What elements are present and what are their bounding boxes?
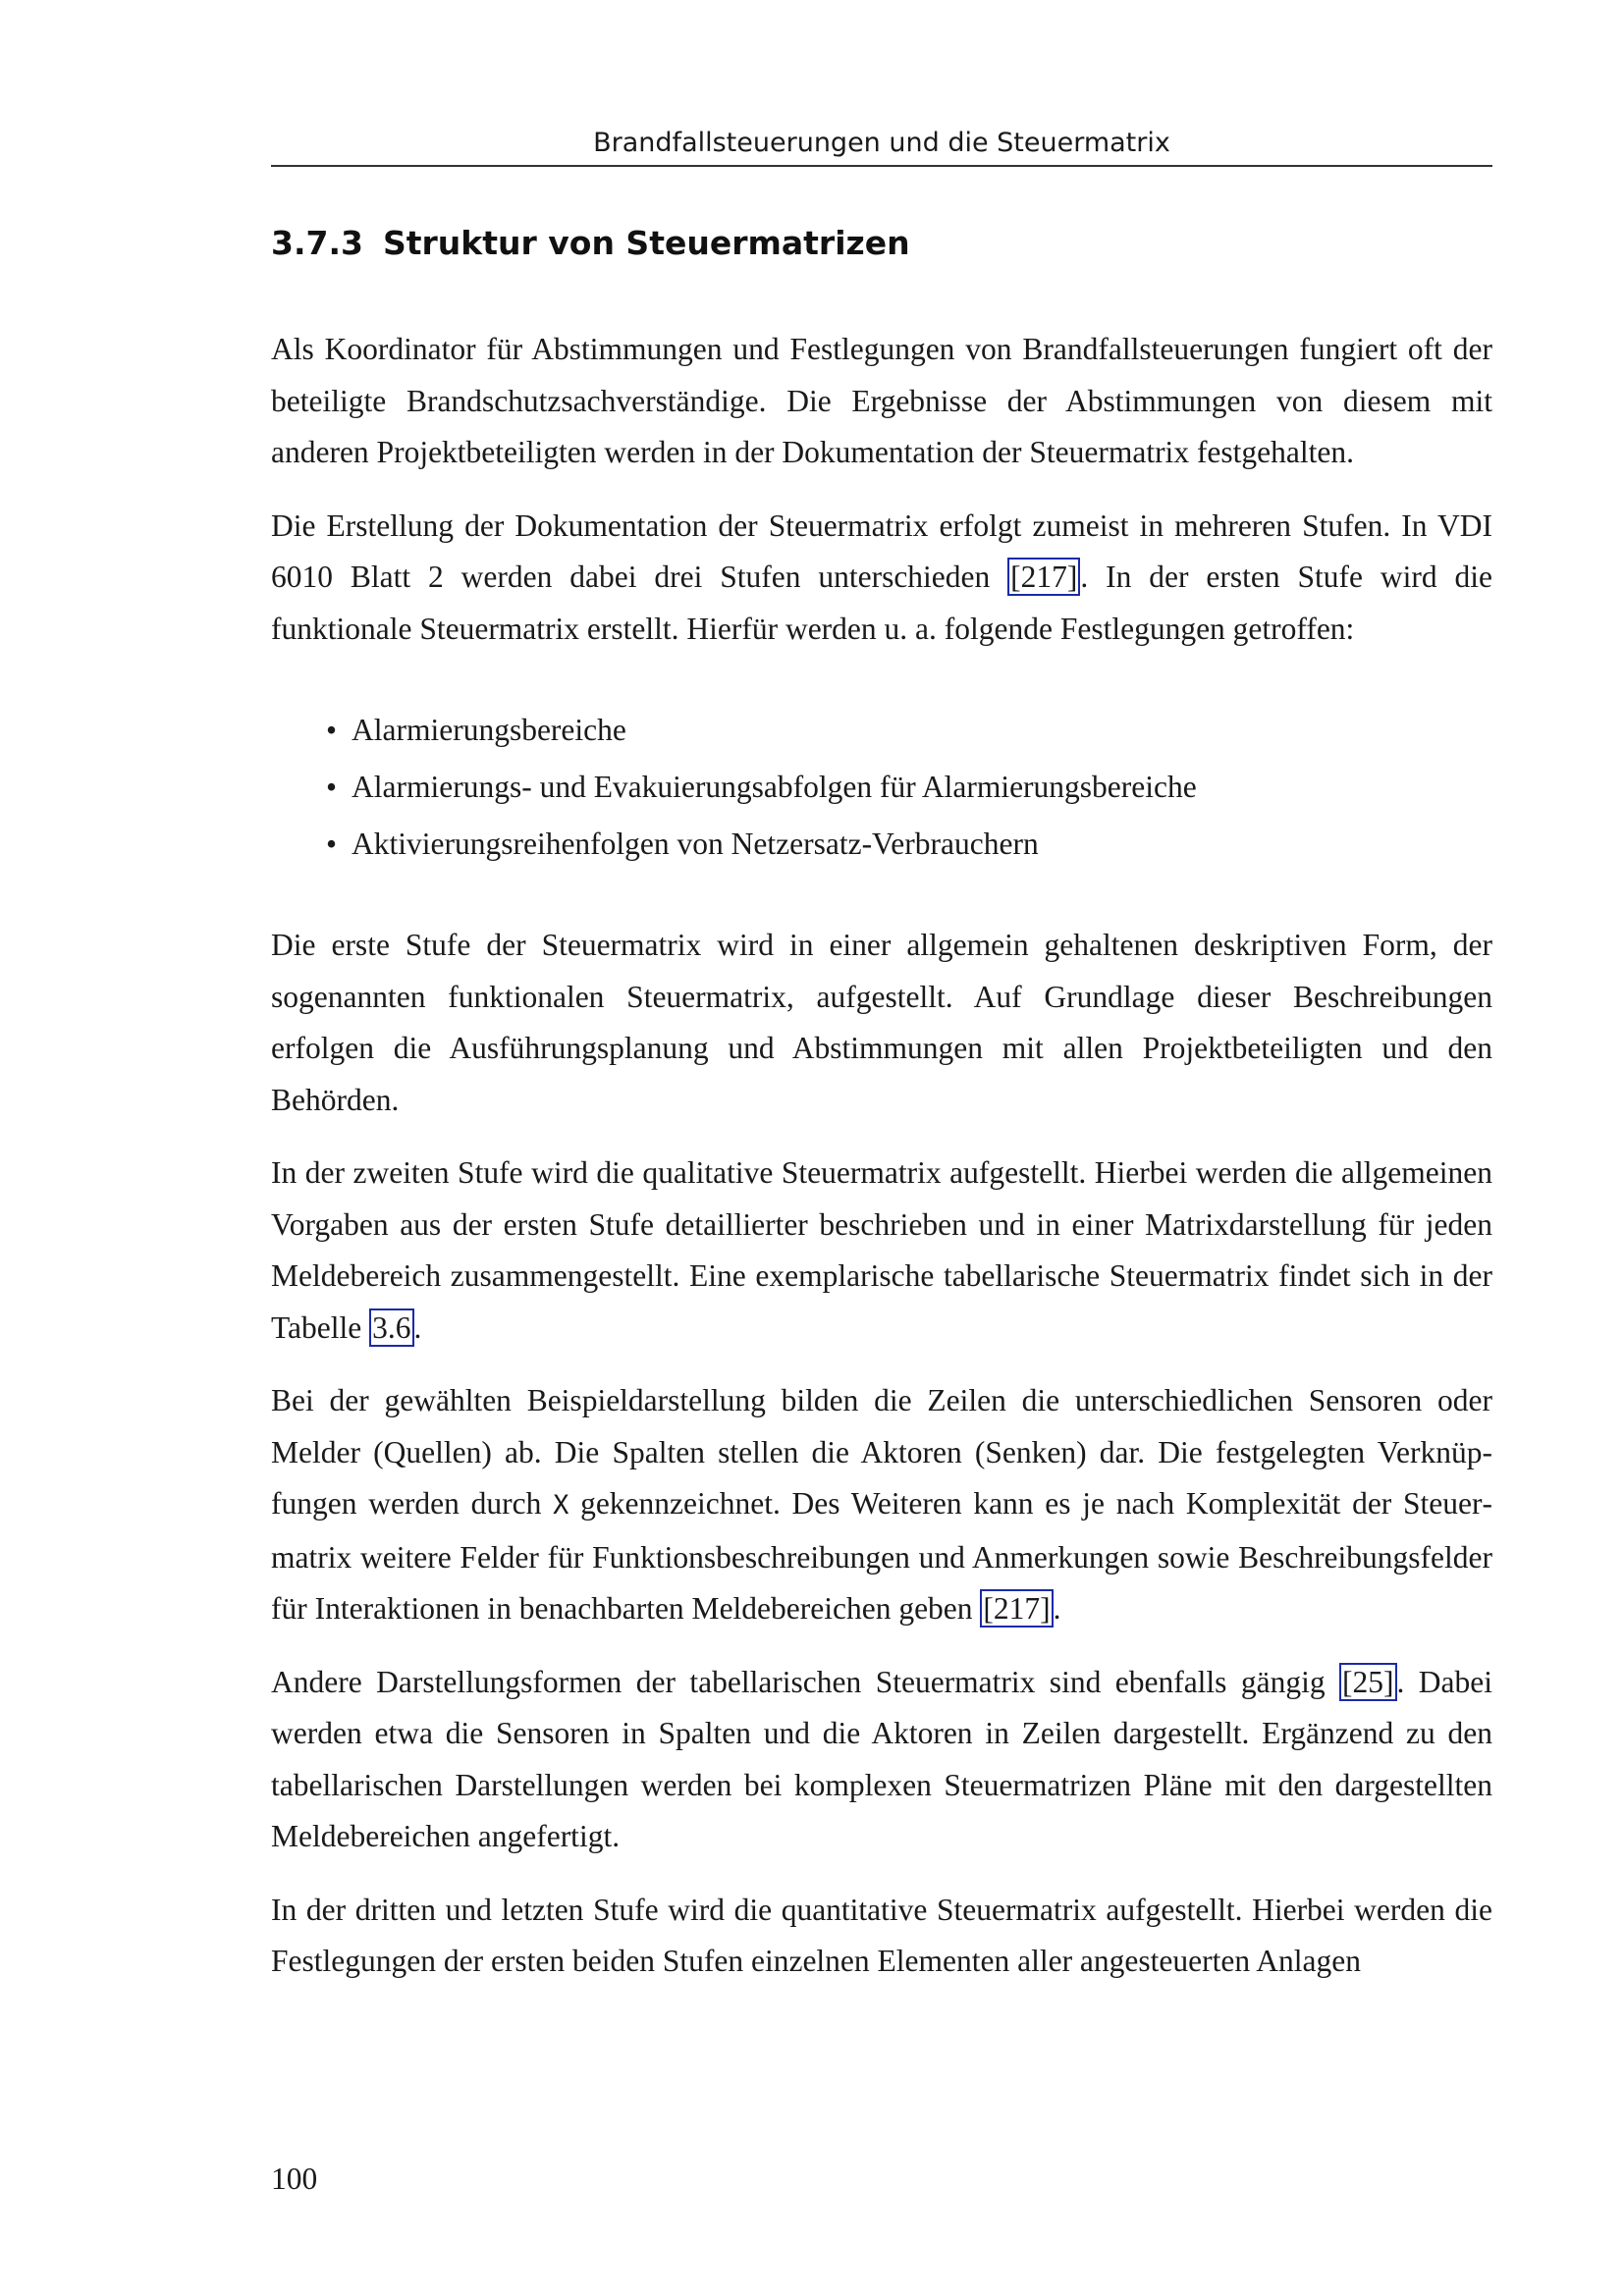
list-item-text: Alarmierungsbereiche [352, 713, 626, 747]
paragraph-5-part-c: . [1053, 1591, 1061, 1626]
paragraph-5 [271, 1375, 1492, 1635]
marker-x: X [553, 1490, 569, 1521]
paragraph-4-part-a: In der zweiten Stufe wird die qualitative Steuermatrix aufgestellt. Hierbei werden die allgemeinen Vorgaben aus der ersten Stufe detaillierter beschrieben und in einer Matrixdarstellung für jeden Meldebereich zusammengestellt. Eine exemplarische tabellarische Steuermatrix findet sich in der Tabelle [271, 1155, 1492, 1345]
bullet-list [271, 702, 1492, 873]
section-number: 3.7.3 [271, 224, 363, 262]
body-text [271, 324, 1492, 2009]
paragraph-2-part-a: Die Erstellung der Dokumentation der Steuermatrix erfolgt zumeist in mehreren Stufen. In VDI 6010 Blatt 2 werden dabei drei Stufen unterschieden [271, 507, 1492, 594]
bullet-glyph: • [326, 770, 338, 804]
list-item-text: Aktivierungsreihenfolgen von Netzersatz-Verbrauchern [352, 827, 1039, 861]
page-number: 100 [271, 2162, 318, 2196]
citation-link-217[interactable]: [217] [1007, 558, 1080, 596]
running-header: Brandfallsteuerungen und die Steuermatrix [271, 126, 1492, 167]
paragraph-7: In der dritten und letzten Stufe wird die quantitative Steuermatrix aufgestellt. Hierbei werden die Festlegungen der ersten beiden Stufen einzelnen Elementen aller angesteuerten Anlagen [271, 1892, 1492, 1978]
citation-link-217[interactable]: [217] [980, 1589, 1053, 1628]
bullet-glyph: • [326, 713, 338, 747]
paragraph-2-part-b: . In der ersten Stufe wird die funktionale Steuermatrix erstellt. Hierfür werden u. a. folgende Festlegungen getroffen: [271, 560, 1492, 646]
section-heading [271, 222, 910, 265]
table-reference-link[interactable]: 3.6 [369, 1308, 413, 1347]
list-item [326, 759, 1492, 816]
citation-link-25[interactable]: [25] [1339, 1663, 1396, 1701]
paragraph-1: Als Koordinator für Abstimmungen und Festlegungen von Brandfallsteuerungen fungiert oft der beteiligte Brandschutzsachverständige. Die Ergebnisse der Abstimmungen von diesem mit anderen Projektbeteiligten werden in der Dokumentation der Steuermatrix festgehalten. [271, 332, 1492, 469]
paragraph-6 [271, 1657, 1492, 1863]
list-item [326, 702, 1492, 759]
paragraph-2 [271, 501, 1492, 656]
list-item [326, 816, 1492, 873]
bullet-glyph: • [326, 827, 338, 861]
list-item-text: Alarmierungs- und Evakuierungsabfolgen für Alarmierungsbereiche [352, 770, 1197, 804]
paragraph-6-part-b: . Dabei werden etwa die Sensoren in Spalten und die Aktoren in Zeilen dargestellt. Ergänzend zu den tabellarischen Darstellungen werden bei komplexen Steuermatrizen Pläne mit den dargestellten Meldebereichen angefertigt. [271, 1664, 1493, 1853]
paragraph-3: Die erste Stufe der Steuermatrix wird in einer allgemein gehaltenen deskriptiven Form, der sogenannten funktionalen Steuermatrix, aufgestellt. Auf Grundlage dieser Beschreibungen erfolgen die Ausführungsplanung und Abstimmungen mit allen Projektbeteiligten und den Behörden. [271, 928, 1492, 1117]
paragraph-4 [271, 1148, 1492, 1354]
paragraph-4-part-b: . [413, 1309, 422, 1345]
paragraph-5-part-b: gekennzeichnet. Des Weiteren kann es je nach Komplexität der Steuermatrix weitere Felder für Funktionsbeschreibungen und Anmerkungen sowie Beschreibungsfelder für Interaktionen in benachbarten Meldebereichen geben [271, 1486, 1492, 1626]
paragraph-6-part-a: Andere Darstellungsformen der tabellarischen Steuermatrix sind ebenfalls gängig [271, 1664, 1340, 1699]
paragraph-5-part-a: Bei der gewählten Beispieldarstellung bilden die Zeilen die unterschiedlichen Sensoren oder Melder (Quellen) ab. Die Spalten stellen die Aktoren (Senken) dar. Die festgelegten Verknüpfungen werden durch [271, 1383, 1492, 1521]
section-title: Struktur von Steuermatrizen [382, 224, 910, 262]
